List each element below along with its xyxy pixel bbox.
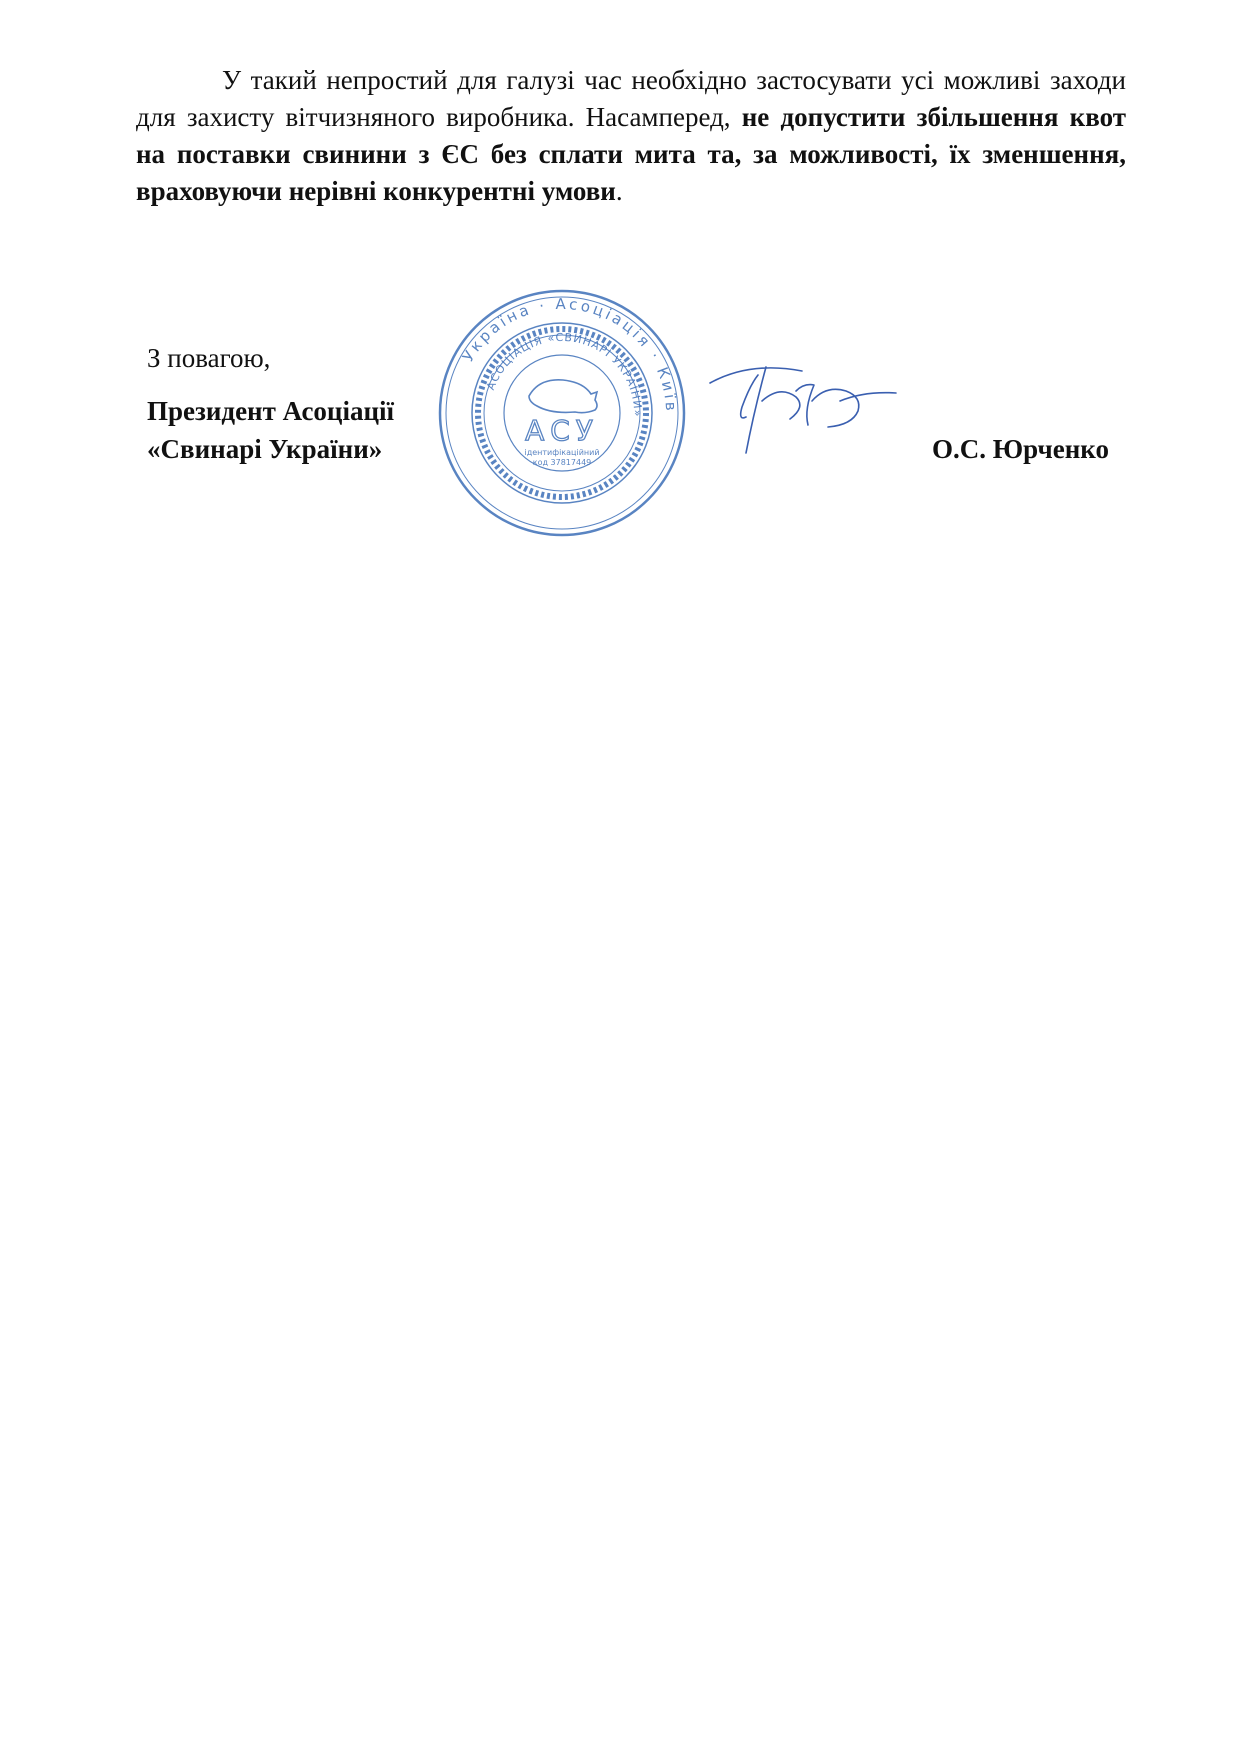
body-paragraph bbox=[136, 62, 1126, 210]
official-stamp bbox=[437, 288, 687, 538]
closing-greeting: З повагою, bbox=[147, 343, 271, 373]
paragraph-text-intro: У такий непростий для галузі час необхідно застосувати усі можливі заходи для захисту вітчизняного виробника. Насамперед, bbox=[136, 65, 1126, 132]
stamp-id-label: ідентифікаційний bbox=[524, 448, 600, 457]
pig-icon bbox=[529, 380, 597, 413]
signatory-title bbox=[147, 392, 394, 468]
stamp-inner-text: АСОЦІАЦІЯ «СВИНАРІ УКРАЇНИ» bbox=[484, 330, 645, 418]
signatory-title-line1: Президент Асоціації bbox=[147, 396, 395, 426]
paragraph-text-end: . bbox=[615, 176, 623, 206]
signatory-title-line2: «Свинарі України» bbox=[147, 434, 383, 464]
signatory-name: О.С. Юрченко bbox=[932, 434, 1109, 464]
paragraph-text-bold: не допустити збільшення квот на поставки свинини з ЄС без сплати мита та, за можливості, їх зменшення, враховуючи нерівні конкурентні умови bbox=[136, 102, 1126, 206]
stamp-abbreviation: АСУ bbox=[525, 414, 599, 447]
stamp-outer-text: Україна · Асоціація · Київ bbox=[458, 294, 681, 415]
handwritten-signature bbox=[700, 345, 910, 465]
stamp-id-code: код 37817449 bbox=[532, 458, 592, 467]
